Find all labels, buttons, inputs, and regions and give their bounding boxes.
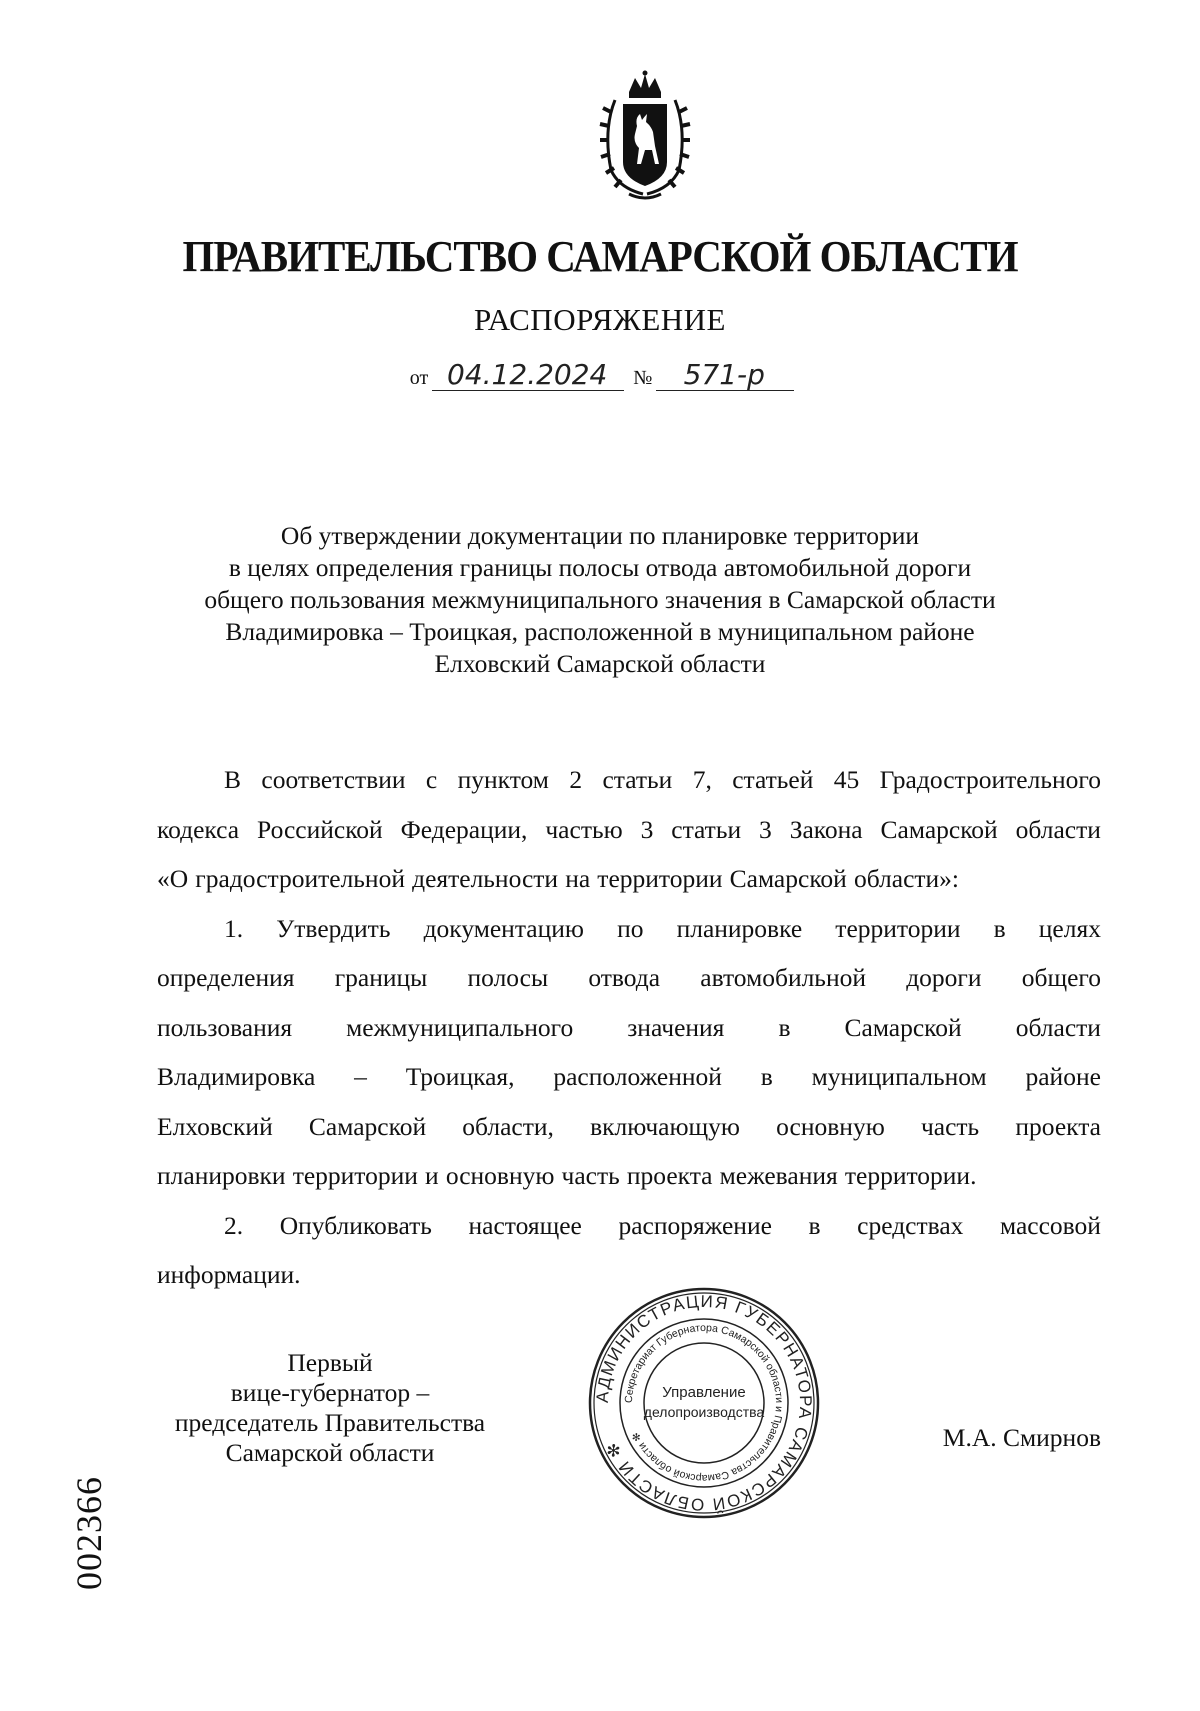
coat-of-arms-emblem [585,70,705,205]
body-word: автомобильной [700,963,866,992]
body-word: информации. [157,1260,301,1289]
body-word: в [760,1062,773,1091]
body-word: проекта [626,1161,713,1190]
body-word: районе [1025,1062,1101,1091]
serial-number: 002366 [69,1476,109,1590]
body-word: отвода [588,963,661,992]
body-word: Троицкая, [405,1062,515,1091]
body-word: межевания [719,1161,838,1190]
body-word: Владимировка [157,1062,316,1091]
body-word: пунктом [457,765,549,794]
body-word: расположенной [553,1062,722,1091]
body-word: территории [835,913,961,943]
position-line: Самарской области [225,1438,435,1467]
body-word: статьи [671,814,742,844]
body-word: области [1015,1012,1101,1042]
stamp-center-line2: делопроизводства [643,1404,765,1420]
body-line [157,904,1101,954]
body-word: территории [292,1161,418,1190]
body-word: значения [627,1012,725,1042]
body-word: по [617,913,644,943]
body-word: Российской [257,814,383,844]
subject-line: Владимировка – Троицкая, расположенной в муниципальном районе [225,617,975,646]
body-word: дороги [906,963,982,992]
body-word: «О [157,864,189,893]
body-word: 3 [640,814,654,844]
body-word: области [1015,814,1101,844]
body-word: проекта [1015,1111,1101,1141]
body-word: включающую [590,1111,740,1141]
position-line: Первый [287,1348,373,1377]
handwritten-number: 571-р [656,360,794,391]
body-word: Самарской [880,814,998,844]
body-word: границы [334,963,428,992]
body-word: Закона [789,814,863,844]
body-word: Градостроительного [879,765,1101,794]
body-word: в [778,1012,791,1042]
signatory-position [150,1348,510,1468]
body-word: частью [545,814,623,844]
body-word: Самарской [308,1111,427,1141]
body-word: кодекса [157,814,240,844]
body-word: Самарской [729,864,847,893]
body-line [157,1201,1101,1251]
body-word: Опубликовать [279,1210,432,1240]
body-line [157,854,1101,904]
body-word: 45 [833,765,860,794]
body-word: полосы [467,963,549,992]
document-subject [120,520,1080,680]
body-word: – [354,1062,367,1091]
body-word: Елховский [157,1111,273,1141]
body-line [157,1102,1101,1152]
body-word: градостроительной [195,864,405,893]
body-line [157,805,1101,855]
body-word: основную [445,1161,555,1190]
body-word: области»: [853,864,960,893]
body-word: документацию [423,913,584,943]
body-line [157,953,1101,1003]
body-line [157,1151,1101,1201]
body-word: целях [1038,913,1101,943]
body-word: территории [597,864,723,893]
body-word: области, [462,1111,554,1141]
body-word: определения [157,963,295,992]
body-word: в [808,1210,821,1240]
body-word: планировке [676,913,803,943]
date-prefix: от [409,367,429,389]
body-word: территории. [844,1161,977,1190]
position-line: вице-губернатор – [230,1378,430,1407]
body-word: общего [1021,963,1101,992]
stamp-outer-text: АДМИНИСТРАЦИЯ ГУБЕРНАТОРА САМАРСКОЙ ОБЛАСТИ ✻ [592,1291,816,1515]
body-word: Самарской [844,1012,962,1042]
body-word: муниципальном [811,1062,987,1091]
document-body [157,755,1101,1300]
body-word: средствах [857,1210,964,1240]
body-line [157,1052,1101,1102]
number-prefix: № [633,367,653,389]
body-word: 7, [692,765,712,794]
body-word: часть [561,1161,620,1190]
body-word: распоряжение [618,1210,772,1240]
body-word: пользования [157,1012,293,1042]
stamp-inner-text: Секретариат Губернатора Самарской области и Правительства Самарской области ✻ [622,1321,786,1485]
official-stamp [586,1285,822,1521]
body-word: в [993,913,1006,943]
stamp-center-line1: Управление [662,1384,746,1401]
body-word: часть [920,1111,980,1141]
document-type: РАСПОРЯЖЕНИЕ [474,302,726,337]
body-word: статьей [732,765,814,794]
signatory-name: М.А. Смирнов [942,1423,1101,1452]
subject-line: общего пользования межмуниципального значения в Самарской области [204,585,996,614]
subject-line: Елховский Самарской области [434,649,766,678]
body-word: основную [776,1111,885,1141]
body-word: межмуниципального [346,1012,574,1042]
body-word: настоящее [468,1210,582,1240]
body-word: деятельности [412,864,559,893]
body-word: планировки [157,1161,286,1190]
body-word: 2 [569,765,583,794]
organization-title: ПРАВИТЕЛЬСТВО САМАРСКОЙ ОБЛАСТИ [182,231,1018,281]
body-word: массовой [1000,1210,1101,1240]
body-word: 1. [224,913,244,943]
body-word: Утвердить [276,913,391,943]
body-word: с [425,765,438,794]
subject-line: в целях определения границы полосы отвода автомобильной дороги [228,553,972,582]
body-word: статьи [602,765,673,794]
handwritten-date: 04.12.2024 [432,360,624,391]
body-word: и [425,1161,439,1190]
body-word: Федерации, [400,814,528,844]
body-line [157,1003,1101,1053]
body-word: 3 [759,814,772,844]
body-word: соответствии [261,765,406,794]
body-line [157,755,1101,805]
subject-line: Об утверждении документации по планировке территории [280,521,920,550]
body-word: В [224,765,242,794]
body-word: на [565,864,591,893]
position-line: председатель Правительства [174,1408,486,1437]
date-number-line [0,360,1200,391]
body-word: 2. [224,1210,244,1240]
